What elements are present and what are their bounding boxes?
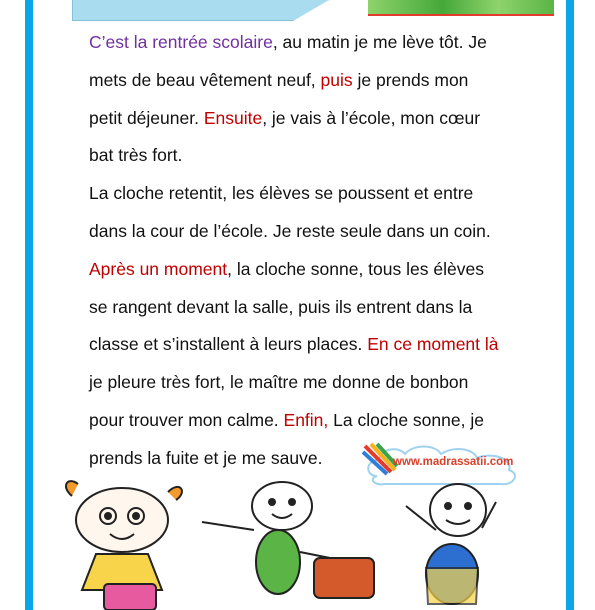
text-span: mets de beau vêtement neuf,: [89, 69, 321, 90]
text-span: La cloche sonne, je: [328, 409, 484, 430]
text-line: dans la cour de l’école. Je reste seule dans un coin.: [89, 220, 491, 241]
page-border-right: [566, 0, 574, 610]
highlight-phrase: C’est la rentrée scolaire: [89, 32, 273, 52]
text-line: je pleure très fort, le maître me donne de bonbon: [89, 372, 469, 393]
text-span: je prends mon: [352, 69, 469, 90]
text-span: classe et s’installent à leurs places.: [89, 334, 368, 355]
boy-with-bag-drawing: [202, 482, 374, 598]
text-span: , au matin je me lève tôt. Je: [272, 32, 487, 52]
boy-waving-drawing: [406, 484, 496, 604]
children-illustration: [50, 472, 550, 610]
text-line: [89, 251, 539, 289]
text-line: [89, 100, 539, 138]
connector-word: puis: [320, 69, 353, 90]
connector-word: Ensuite: [203, 107, 263, 128]
connector-word: Après un moment: [89, 258, 228, 279]
text-line: se rangent devant la salle, puis ils entrent dans la: [89, 296, 473, 317]
page-border-left: [25, 0, 33, 610]
text-line: prends la fuite et je me sauve.: [89, 447, 323, 468]
text-span: pour trouver mon calme.: [89, 409, 284, 430]
title-banner: [72, 0, 329, 21]
text-span: , la cloche sonne, tous les élèves: [227, 258, 484, 279]
text-line: [89, 62, 539, 100]
text-line: [89, 402, 539, 440]
text-line: [89, 326, 539, 364]
text-span: petit déjeuner.: [89, 107, 204, 128]
girl-drawing: [66, 481, 182, 610]
connector-word: En ce moment là: [367, 334, 499, 355]
header-logo-strip: [368, 0, 554, 16]
story-text: [89, 24, 539, 478]
text-span: , je vais à l’école, mon cœur: [262, 107, 481, 128]
text-line: La cloche retentit, les élèves se poussent et entre: [89, 183, 474, 204]
text-line: [89, 24, 539, 62]
connector-word: Enfin,: [283, 409, 329, 430]
watermark-url: www.madrassatii.com: [393, 456, 514, 468]
text-line: bat très fort.: [89, 145, 183, 166]
